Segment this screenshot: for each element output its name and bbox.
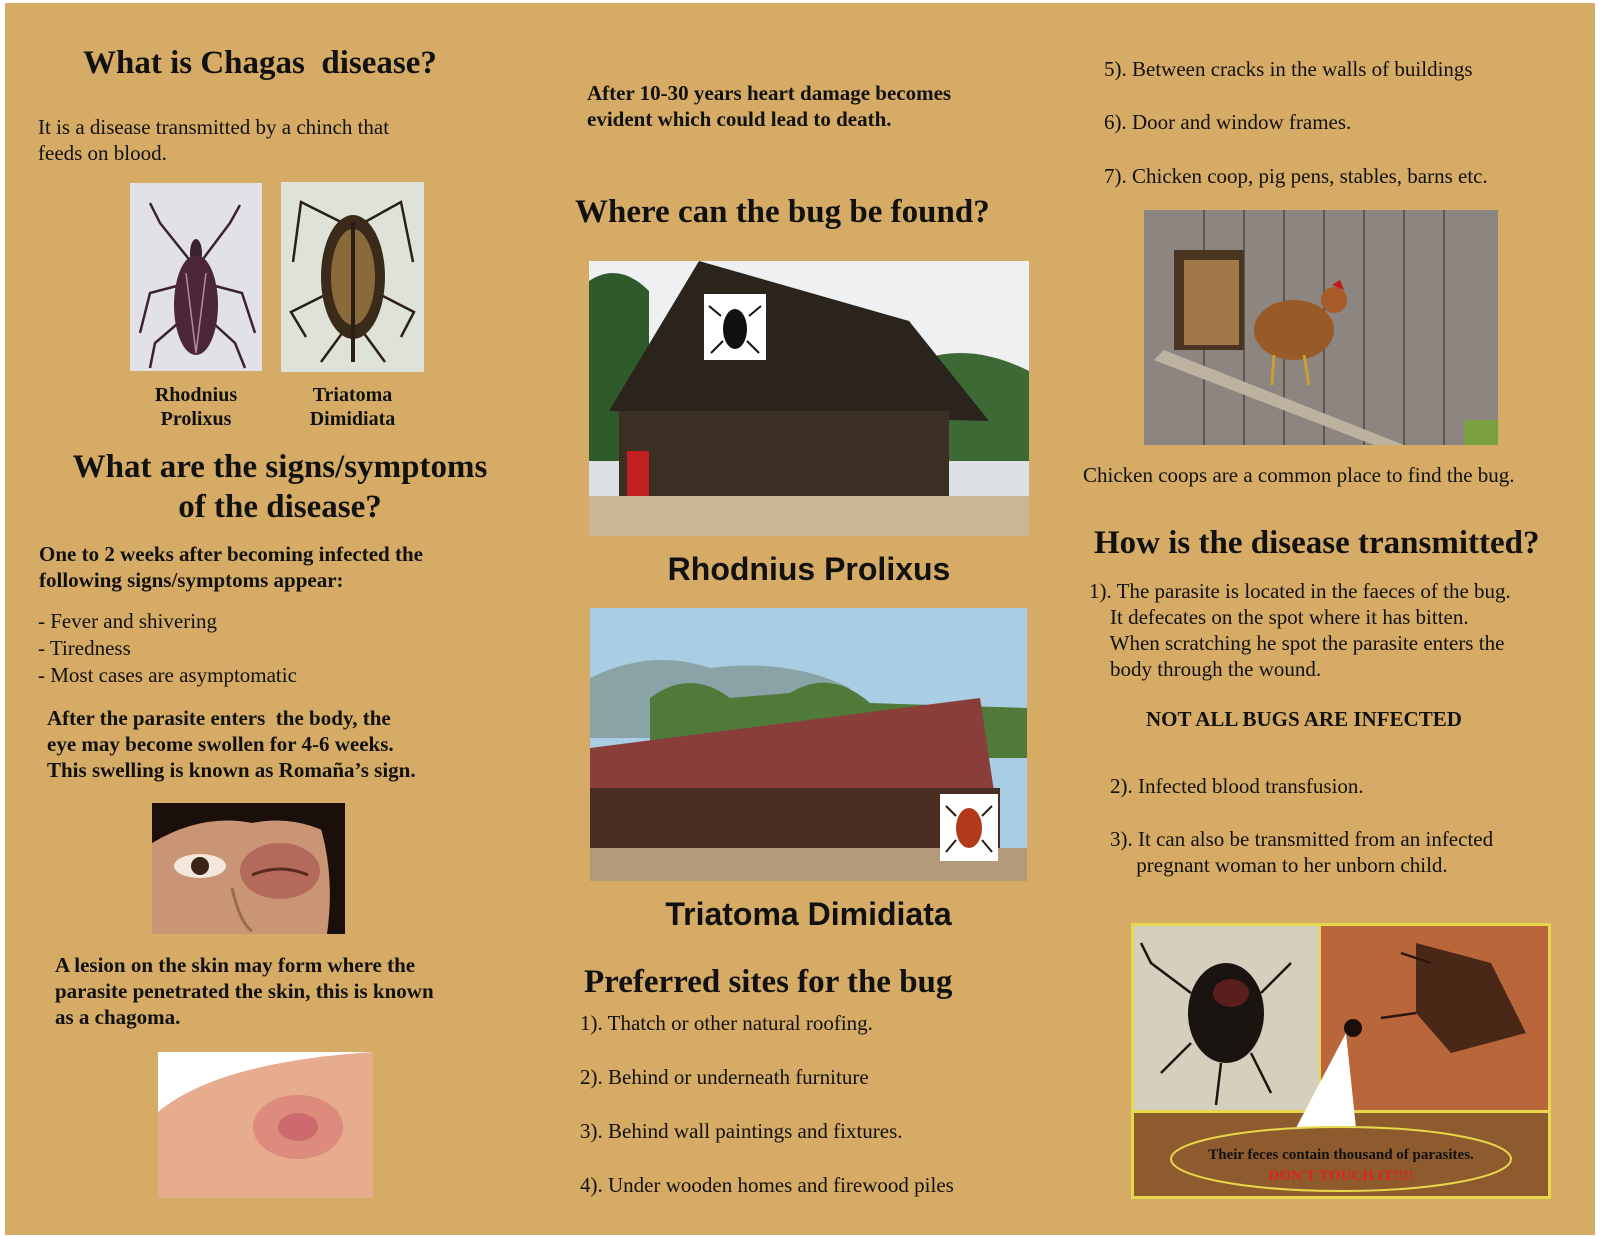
label-triatoma: Triatoma Dimidiata [309, 384, 396, 430]
chicken-coop-image [1144, 210, 1498, 445]
site-item: 6). Door and window frames. [1104, 110, 1352, 134]
tile-roof-house-image [590, 608, 1027, 881]
onset-text: One to 2 weeks after becoming infected the following signs/symptoms appear: [39, 542, 423, 592]
symptom-item: - Most cases are asymptomatic [38, 663, 297, 687]
heading-signs-symptoms: What are the signs/symptoms of the disease? [72, 449, 488, 525]
symptom-item: - Tiredness [38, 636, 131, 660]
symptom-item: - Fever and shivering [38, 609, 218, 633]
triatoma-bug-image [281, 182, 424, 372]
heading-preferred-sites: Preferred sites for the bug [584, 964, 953, 1000]
skin-lesion-image [158, 1052, 373, 1198]
transmission-pregnancy-text: 3). It can also be transmitted from an infected pregnant woman to her unborn child. [1110, 827, 1494, 877]
transmission-faeces-text: 1). The parasite is located in the faeces of the bug. It defecates on the spot where it has bitten. When scratching he spot the parasite enters the body through the wound. [1089, 579, 1511, 681]
rhodnius-bug-image [130, 183, 262, 371]
heading-what-is-chagas: What is Chagas disease? [83, 45, 437, 81]
dont-touch-warning: DON'T TOUCH IT!!!! [1268, 1168, 1414, 1184]
swollen-eye-image [152, 803, 345, 934]
heart-damage-text: After 10-30 years heart damage becomes evident which could lead to death. [587, 81, 952, 131]
site-item: 1). Thatch or other natural roofing. [580, 1011, 873, 1035]
site-item: 5). Between cracks in the walls of buildings [1104, 57, 1473, 81]
chagoma-text: A lesion on the skin may form where the parasite penetrated the skin, this is known as a chagoma. [55, 953, 434, 1029]
heading-where-found: Where can the bug be found? [575, 194, 990, 230]
not-all-infected-text: NOT ALL BUGS ARE INFECTED [1146, 707, 1462, 731]
bubble-warning-text: Their feces contain thousand of parasites. [1208, 1147, 1474, 1163]
site-item: 3). Behind wall paintings and fixtures. [580, 1119, 903, 1143]
caption-triatoma-dimidiata: Triatoma Dimidiata [665, 896, 952, 932]
coop-caption: Chicken coops are a common place to find the bug. [1083, 463, 1515, 487]
heading-how-transmitted: How is the disease transmitted? [1094, 525, 1540, 561]
intro-text: It is a disease transmitted by a chinch that feeds on blood. [38, 115, 390, 165]
transmission-blood-text: 2). Infected blood transfusion. [1110, 774, 1364, 798]
site-item: 4). Under wooden homes and firewood piles [580, 1173, 954, 1197]
site-item: 2). Behind or underneath furniture [580, 1065, 869, 1089]
romana-sign-text: After the parasite enters the body, the eye may become swollen for 4-6 weeks. This swelling is known as Romaña’s sign. [47, 706, 416, 782]
thatched-house-image [589, 261, 1029, 536]
site-item: 7). Chicken coop, pig pens, stables, barns etc. [1104, 164, 1488, 188]
label-rhodnius: Rhodnius Prolixus [154, 384, 238, 430]
caption-rhodnius-prolixus: Rhodnius Prolixus [667, 551, 951, 587]
